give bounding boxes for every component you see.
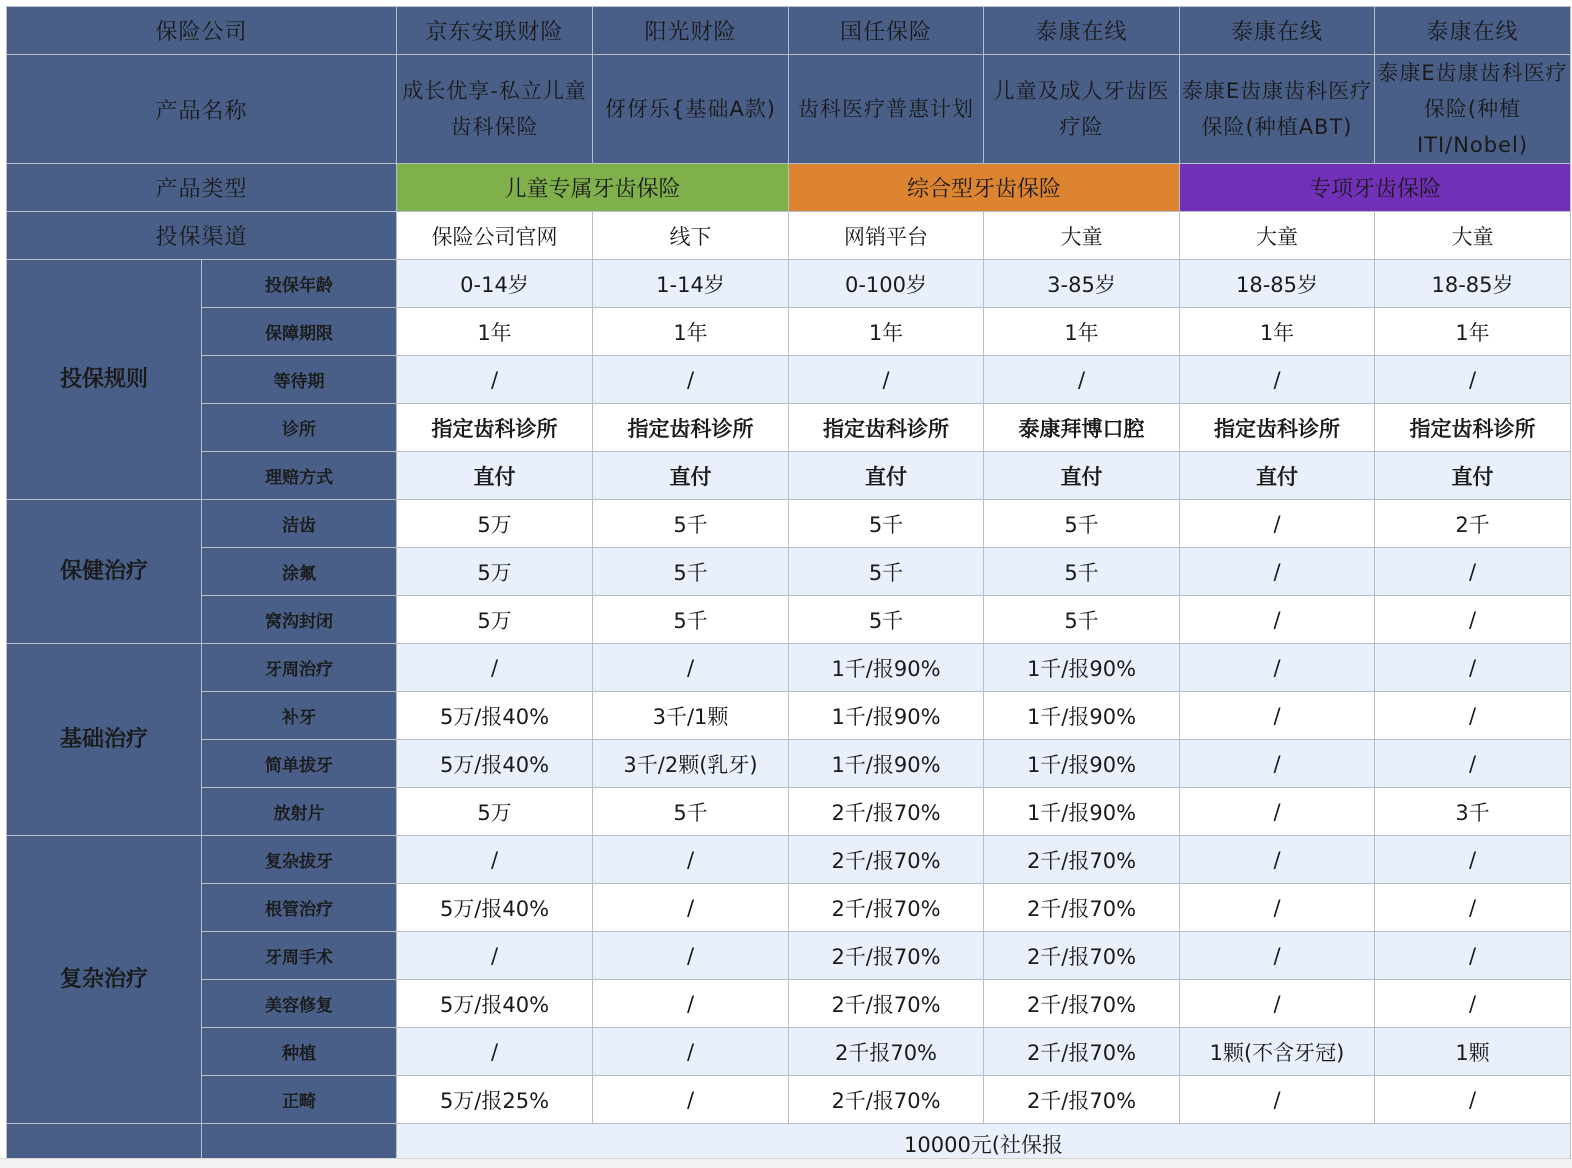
value-cell: 1年 xyxy=(397,308,593,356)
value-cell: 2千/报70% xyxy=(789,788,984,836)
value-cell: / xyxy=(593,1028,789,1076)
value-cell: 指定齿科诊所 xyxy=(789,404,984,452)
value-cell: / xyxy=(397,644,593,692)
value-cell: 5千 xyxy=(593,500,789,548)
value-cell: 2千/报70% xyxy=(789,932,984,980)
data-row xyxy=(7,836,1571,884)
value-cell: 2千报70% xyxy=(789,1028,984,1076)
channel-cell: 线下 xyxy=(593,212,789,260)
section-label: 投保规则 xyxy=(7,260,202,500)
data-row xyxy=(7,644,1571,692)
value-cell: / xyxy=(1375,932,1571,980)
value-cell: 1千/报90% xyxy=(984,788,1180,836)
row-label: 复杂拔牙 xyxy=(202,836,397,884)
value-cell: 18-85岁 xyxy=(1180,260,1375,308)
product-row xyxy=(7,55,1571,164)
dental-insurance-comparison-table xyxy=(6,6,1571,1164)
value-cell: / xyxy=(1375,356,1571,404)
data-row xyxy=(7,308,1571,356)
value-cell: 1年 xyxy=(1375,308,1571,356)
value-cell: / xyxy=(1180,596,1375,644)
value-cell: / xyxy=(397,932,593,980)
value-cell: / xyxy=(1180,692,1375,740)
product-label: 产品名称 xyxy=(7,55,397,164)
value-cell: / xyxy=(397,836,593,884)
value-cell: 2千/报70% xyxy=(984,836,1180,884)
product-name-cell: 齿科医疗普惠计划 xyxy=(789,55,984,164)
row-label: 放射片 xyxy=(202,788,397,836)
value-cell: / xyxy=(593,356,789,404)
type-cell-special: 专项牙齿保险 xyxy=(1180,164,1571,212)
value-cell: / xyxy=(1375,548,1571,596)
data-row xyxy=(7,1076,1571,1124)
row-label: 根管治疗 xyxy=(202,884,397,932)
value-cell: 5千 xyxy=(789,548,984,596)
data-row xyxy=(7,1028,1571,1076)
type-label: 产品类型 xyxy=(7,164,397,212)
data-row xyxy=(7,884,1571,932)
section-label: 保健治疗 xyxy=(7,500,202,644)
value-cell: 2千/报70% xyxy=(984,980,1180,1028)
value-cell: 2千/报70% xyxy=(789,1076,984,1124)
value-cell: / xyxy=(1375,692,1571,740)
row-label: 简单拔牙 xyxy=(202,740,397,788)
value-cell: 5千 xyxy=(593,548,789,596)
value-cell: / xyxy=(1180,548,1375,596)
value-cell: 3-85岁 xyxy=(984,260,1180,308)
value-cell: / xyxy=(397,1028,593,1076)
value-cell: 2千/报70% xyxy=(789,836,984,884)
value-cell: 直付 xyxy=(984,452,1180,500)
data-row xyxy=(7,548,1571,596)
row-label: 牙周治疗 xyxy=(202,644,397,692)
row-label: 等待期 xyxy=(202,356,397,404)
company-label: 保险公司 xyxy=(7,7,397,55)
section-label: 复杂治疗 xyxy=(7,836,202,1124)
value-cell: / xyxy=(593,932,789,980)
value-cell: / xyxy=(1180,788,1375,836)
value-cell: / xyxy=(984,356,1180,404)
value-cell: 指定齿科诊所 xyxy=(1180,404,1375,452)
company-cell: 国任保险 xyxy=(789,7,984,55)
value-cell: 1颗(不含牙冠) xyxy=(1180,1028,1375,1076)
value-cell: 2千/报70% xyxy=(984,884,1180,932)
data-row xyxy=(7,740,1571,788)
value-cell: 3千/1颗 xyxy=(593,692,789,740)
value-cell: / xyxy=(593,884,789,932)
value-cell: / xyxy=(1180,740,1375,788)
row-label: 种植 xyxy=(202,1028,397,1076)
row-label: 洁齿 xyxy=(202,500,397,548)
value-cell: 直付 xyxy=(1375,452,1571,500)
product-name-cell: 伢伢乐{基础A款) xyxy=(593,55,789,164)
value-cell: 1千/报90% xyxy=(789,692,984,740)
value-cell: 1千/报90% xyxy=(789,644,984,692)
value-cell: 5千 xyxy=(984,500,1180,548)
value-cell: 1颗 xyxy=(1375,1028,1571,1076)
value-cell: / xyxy=(1375,1076,1571,1124)
company-cell: 泰康在线 xyxy=(1180,7,1375,55)
channel-cell: 大童 xyxy=(1375,212,1571,260)
value-cell: 5千 xyxy=(593,596,789,644)
value-cell: 5万/报40% xyxy=(397,884,593,932)
value-cell: 5千 xyxy=(789,500,984,548)
row-label: 保障期限 xyxy=(202,308,397,356)
row-label: 窝沟封闭 xyxy=(202,596,397,644)
channel-cell: 大童 xyxy=(1180,212,1375,260)
value-cell: 指定齿科诊所 xyxy=(397,404,593,452)
row-label: 诊所 xyxy=(202,404,397,452)
company-cell: 泰康在线 xyxy=(1375,7,1571,55)
value-cell: / xyxy=(1180,644,1375,692)
value-cell: 1-14岁 xyxy=(593,260,789,308)
data-row xyxy=(7,788,1571,836)
value-cell: / xyxy=(593,980,789,1028)
value-cell: / xyxy=(1375,836,1571,884)
value-cell: 5千 xyxy=(789,596,984,644)
value-cell: 2千/报70% xyxy=(984,1076,1180,1124)
value-cell: 5千 xyxy=(593,788,789,836)
channel-cell: 大童 xyxy=(984,212,1180,260)
value-cell: 1千/报90% xyxy=(984,644,1180,692)
channel-label: 投保渠道 xyxy=(7,212,397,260)
value-cell: 5万/报40% xyxy=(397,692,593,740)
value-cell: / xyxy=(1375,644,1571,692)
value-cell: 指定齿科诊所 xyxy=(1375,404,1571,452)
data-row xyxy=(7,452,1571,500)
value-cell: 直付 xyxy=(1180,452,1375,500)
value-cell: 5千 xyxy=(984,596,1180,644)
data-row xyxy=(7,260,1571,308)
product-name-cell: 成长优享-私立儿童齿科保险 xyxy=(397,55,593,164)
value-cell: / xyxy=(1180,500,1375,548)
value-cell: 2千/报70% xyxy=(984,932,1180,980)
value-cell: / xyxy=(1375,980,1571,1028)
data-row xyxy=(7,932,1571,980)
value-cell: 泰康拜博口腔 xyxy=(984,404,1180,452)
data-row xyxy=(7,356,1571,404)
row-label: 补牙 xyxy=(202,692,397,740)
value-cell: 1千/报90% xyxy=(984,740,1180,788)
data-row xyxy=(7,980,1571,1028)
row-label: 涂氟 xyxy=(202,548,397,596)
value-cell: 指定齿科诊所 xyxy=(593,404,789,452)
value-cell: 5万 xyxy=(397,788,593,836)
footer-note: 10000元(社保报 xyxy=(397,1124,1571,1164)
section-label: 基础治疗 xyxy=(7,644,202,836)
value-cell: / xyxy=(1375,740,1571,788)
value-cell: 3千/2颗(乳牙) xyxy=(593,740,789,788)
value-cell: 5万/报25% xyxy=(397,1076,593,1124)
value-cell: 1千/报90% xyxy=(984,692,1180,740)
value-cell: / xyxy=(1180,980,1375,1028)
value-cell: 5万/报40% xyxy=(397,980,593,1028)
value-cell: 0-14岁 xyxy=(397,260,593,308)
value-cell: / xyxy=(593,644,789,692)
value-cell: 0-100岁 xyxy=(789,260,984,308)
value-cell: 2千/报70% xyxy=(789,884,984,932)
company-row xyxy=(7,7,1571,55)
data-row xyxy=(7,692,1571,740)
product-type-row xyxy=(7,164,1571,212)
data-row xyxy=(7,596,1571,644)
value-cell: / xyxy=(1180,836,1375,884)
value-cell: 直付 xyxy=(789,452,984,500)
channel-cell: 网销平台 xyxy=(789,212,984,260)
value-cell: / xyxy=(1180,932,1375,980)
value-cell: / xyxy=(1375,596,1571,644)
value-cell: 1年 xyxy=(593,308,789,356)
channel-cell: 保险公司官网 xyxy=(397,212,593,260)
row-label: 理赔方式 xyxy=(202,452,397,500)
product-name-cell: 泰康E齿康齿科医疗保险(种植ITI/Nobel) xyxy=(1375,55,1571,164)
value-cell: / xyxy=(397,356,593,404)
value-cell: / xyxy=(789,356,984,404)
value-cell: / xyxy=(593,1076,789,1124)
value-cell: 1千/报90% xyxy=(789,740,984,788)
value-cell: 2千/报70% xyxy=(789,980,984,1028)
value-cell: / xyxy=(1180,356,1375,404)
type-cell-children: 儿童专属牙齿保险 xyxy=(397,164,789,212)
value-cell: 5万/报40% xyxy=(397,740,593,788)
product-name-cell: 泰康E齿康齿科医疗保险(种植ABT) xyxy=(1180,55,1375,164)
company-cell: 阳光财险 xyxy=(593,7,789,55)
channel-row xyxy=(7,212,1571,260)
value-cell: 18-85岁 xyxy=(1375,260,1571,308)
row-label: 投保年龄 xyxy=(202,260,397,308)
row-label: 美容修复 xyxy=(202,980,397,1028)
value-cell: 1年 xyxy=(1180,308,1375,356)
value-cell: 直付 xyxy=(593,452,789,500)
value-cell: / xyxy=(1180,884,1375,932)
value-cell: 5万 xyxy=(397,596,593,644)
row-label: 牙周手术 xyxy=(202,932,397,980)
value-cell: / xyxy=(1375,884,1571,932)
product-name-cell: 儿童及成人牙齿医疗险 xyxy=(984,55,1180,164)
value-cell: 1年 xyxy=(984,308,1180,356)
value-cell: 5万 xyxy=(397,500,593,548)
value-cell: 3千 xyxy=(1375,788,1571,836)
company-cell: 京东安联财险 xyxy=(397,7,593,55)
row-label: 正畸 xyxy=(202,1076,397,1124)
value-cell: / xyxy=(1180,1076,1375,1124)
value-cell: 5千 xyxy=(984,548,1180,596)
value-cell: 1年 xyxy=(789,308,984,356)
value-cell: / xyxy=(593,836,789,884)
type-cell-comprehensive: 综合型牙齿保险 xyxy=(789,164,1180,212)
value-cell: 直付 xyxy=(397,452,593,500)
value-cell: 5万 xyxy=(397,548,593,596)
data-row xyxy=(7,500,1571,548)
sheet-bottom-edge xyxy=(0,1158,1572,1168)
company-cell: 泰康在线 xyxy=(984,7,1180,55)
value-cell: 2千 xyxy=(1375,500,1571,548)
value-cell: 2千/报70% xyxy=(984,1028,1180,1076)
data-row xyxy=(7,404,1571,452)
